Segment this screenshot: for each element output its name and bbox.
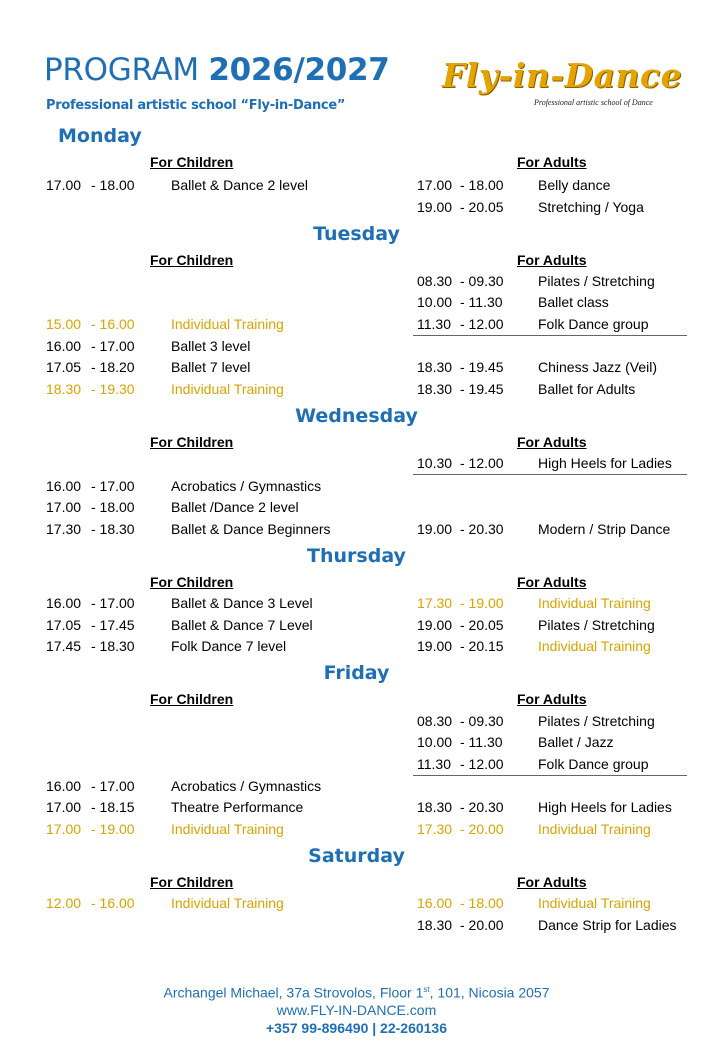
child-class-name: Acrobatics / Gymnastics bbox=[171, 778, 322, 794]
child-start-time: 18.30 bbox=[46, 381, 82, 397]
child-end-time: - 16.00 bbox=[91, 316, 135, 332]
child-start-time: 17.00 bbox=[46, 499, 82, 515]
footer-phone-numbers: +357 99-896490 | 22-260136 bbox=[265, 1020, 448, 1036]
schedule-row bbox=[0, 175, 713, 196]
children-column-header: For Children bbox=[150, 691, 234, 707]
day-heading-wednesday: Wednesday bbox=[295, 405, 418, 427]
address-text-pre: Archangel Michael, 37a Strovolos, Floor 1 bbox=[163, 984, 424, 1001]
adult-start-time: 11.30 bbox=[417, 756, 451, 772]
child-end-time: - 17.00 bbox=[91, 595, 135, 611]
page-subtitle: Professional artistic school “Fly-in-Dance” bbox=[46, 98, 346, 113]
adults-column-header: For Adults bbox=[517, 252, 587, 268]
schedule-row bbox=[0, 197, 713, 218]
adult-class-name: Individual Training bbox=[538, 895, 651, 911]
child-end-time: - 17.45 bbox=[91, 617, 135, 633]
adult-end-time: - 12.00 bbox=[460, 455, 504, 471]
adult-end-time: - 09.30 bbox=[460, 713, 504, 729]
adult-class-name: Individual Training bbox=[538, 638, 651, 654]
adult-start-time: 19.00 bbox=[417, 638, 453, 654]
footer-website-link[interactable]: www.FLY-IN-DANCE.com bbox=[276, 1002, 437, 1018]
schedule-row bbox=[0, 615, 713, 636]
schedule-row bbox=[0, 593, 713, 614]
child-start-time: 16.00 bbox=[46, 778, 82, 794]
child-class-name: Ballet & Dance 7 Level bbox=[171, 617, 313, 633]
school-logo bbox=[438, 56, 688, 111]
schedule-row bbox=[0, 271, 713, 292]
schedule-row bbox=[0, 893, 713, 914]
child-class-name: Individual Training bbox=[171, 821, 284, 837]
adult-start-time: 18.30 bbox=[417, 381, 453, 397]
child-end-time: - 18.00 bbox=[91, 177, 135, 193]
child-class-name: Ballet /Dance 2 level bbox=[171, 499, 299, 515]
adult-class-name: Folk Dance group bbox=[538, 316, 649, 332]
adult-class-name: Ballet for Adults bbox=[538, 381, 636, 397]
child-end-time: - 19.00 bbox=[91, 821, 135, 837]
adults-column-header: For Adults bbox=[517, 691, 587, 707]
children-column-header: For Children bbox=[150, 574, 234, 590]
adult-end-time: - 18.00 bbox=[460, 895, 504, 911]
adults-column-header: For Adults bbox=[517, 434, 587, 450]
child-end-time: - 19.30 bbox=[91, 381, 135, 397]
adult-end-time: - 20.30 bbox=[460, 521, 504, 537]
schedule-row bbox=[0, 776, 713, 797]
adult-end-time: - 12.00 bbox=[460, 756, 504, 772]
child-end-time: - 18.30 bbox=[91, 521, 135, 537]
adult-class-name: Folk Dance group bbox=[538, 756, 649, 772]
schedule-row bbox=[0, 476, 713, 497]
address-superscript: st bbox=[423, 985, 430, 994]
child-start-time: 15.00 bbox=[46, 316, 82, 332]
title-prefix: PROGRAM bbox=[44, 52, 199, 88]
children-column-header: For Children bbox=[150, 874, 234, 890]
schedule-row bbox=[0, 379, 713, 400]
adult-end-time: - 09.30 bbox=[460, 273, 504, 289]
adult-end-time: - 20.05 bbox=[460, 199, 504, 215]
schedule-row bbox=[0, 497, 713, 518]
adult-end-time: - 20.00 bbox=[460, 917, 504, 933]
day-heading-friday: Friday bbox=[323, 662, 390, 684]
adult-class-name: Pilates / Stretching bbox=[538, 713, 655, 729]
schedule-row bbox=[0, 915, 713, 936]
child-class-name: Individual Training bbox=[171, 316, 284, 332]
child-class-name: Acrobatics / Gymnastics bbox=[171, 478, 322, 494]
schedule-row bbox=[0, 754, 713, 775]
adult-class-name: Individual Training bbox=[538, 595, 651, 611]
adult-start-time: 10.30 bbox=[417, 455, 453, 471]
logo-wordmark: Fly-in-Dance bbox=[442, 56, 683, 95]
adult-class-name: Pilates / Stretching bbox=[538, 273, 655, 289]
divider bbox=[413, 474, 687, 475]
child-start-time: 17.45 bbox=[46, 638, 82, 654]
day-heading-tuesday: Tuesday bbox=[313, 223, 400, 245]
day-heading-thursday: Thursday bbox=[307, 545, 406, 567]
schedule-row bbox=[0, 819, 713, 840]
child-end-time: - 18.15 bbox=[91, 799, 135, 815]
adult-start-time: 08.30 bbox=[417, 713, 453, 729]
schedule-row bbox=[0, 314, 713, 335]
child-start-time: 16.00 bbox=[46, 595, 82, 611]
child-class-name: Ballet 7 level bbox=[171, 359, 251, 375]
adult-class-name: High Heels for Ladies bbox=[538, 455, 672, 471]
adult-start-time: 17.30 bbox=[417, 821, 453, 837]
child-end-time: - 17.00 bbox=[91, 478, 135, 494]
adult-start-time: 08.30 bbox=[417, 273, 453, 289]
adult-class-name: Chiness Jazz (Veil) bbox=[538, 359, 658, 375]
adult-start-time: 19.00 bbox=[417, 521, 453, 537]
logo-tagline: Professional artistic school of Dance bbox=[534, 98, 653, 107]
address-text-post: , 101, Nicosia 2057 bbox=[429, 984, 550, 1001]
adult-class-name: Pilates / Stretching bbox=[538, 617, 655, 633]
adult-start-time: 18.30 bbox=[417, 917, 453, 933]
child-class-name: Folk Dance 7 level bbox=[171, 638, 287, 654]
day-heading-monday: Monday bbox=[58, 125, 142, 147]
schedule-row bbox=[0, 336, 713, 357]
adult-end-time: - 20.15 bbox=[460, 638, 504, 654]
adult-end-time: - 18.00 bbox=[460, 177, 504, 193]
adults-column-header: For Adults bbox=[517, 574, 587, 590]
adult-start-time: 18.30 bbox=[417, 799, 453, 815]
adult-end-time: - 19.00 bbox=[460, 595, 504, 611]
child-start-time: 17.05 bbox=[46, 359, 82, 375]
child-start-time: 17.05 bbox=[46, 617, 82, 633]
child-class-name: Theatre Performance bbox=[171, 799, 304, 815]
schedule-row bbox=[0, 357, 713, 378]
child-class-name: Ballet & Dance 3 Level bbox=[171, 595, 313, 611]
child-class-name: Ballet 3 level bbox=[171, 338, 251, 354]
child-end-time: - 18.30 bbox=[91, 638, 135, 654]
child-end-time: - 18.00 bbox=[91, 499, 135, 515]
adult-start-time: 19.00 bbox=[417, 199, 453, 215]
child-start-time: 16.00 bbox=[46, 478, 82, 494]
adult-class-name: Stretching / Yoga bbox=[538, 199, 644, 215]
child-class-name: Individual Training bbox=[171, 381, 284, 397]
schedule-row bbox=[0, 636, 713, 657]
schedule-row bbox=[0, 453, 713, 474]
children-column-header: For Children bbox=[150, 154, 234, 170]
adult-start-time: 17.00 bbox=[417, 177, 453, 193]
child-end-time: - 18.20 bbox=[91, 359, 135, 375]
adult-start-time: 10.00 bbox=[417, 294, 453, 310]
adult-end-time: - 20.30 bbox=[460, 799, 504, 815]
adult-end-time: - 19.45 bbox=[460, 381, 504, 397]
schedule-row bbox=[0, 519, 713, 540]
child-start-time: 17.00 bbox=[46, 177, 82, 193]
child-start-time: 16.00 bbox=[46, 338, 82, 354]
day-heading-saturday: Saturday bbox=[308, 845, 405, 867]
adult-end-time: - 20.00 bbox=[460, 821, 504, 837]
child-start-time: 17.00 bbox=[46, 799, 82, 815]
adult-start-time: 10.00 bbox=[417, 734, 453, 750]
child-start-time: 17.00 bbox=[46, 821, 82, 837]
schedule-row bbox=[0, 292, 713, 313]
adult-start-time: 11.30 bbox=[417, 316, 451, 332]
adults-column-header: For Adults bbox=[517, 874, 587, 890]
adult-start-time: 16.00 bbox=[417, 895, 453, 911]
adult-start-time: 19.00 bbox=[417, 617, 453, 633]
adult-class-name: Modern / Strip Dance bbox=[538, 521, 671, 537]
child-start-time: 17.30 bbox=[46, 521, 82, 537]
adult-end-time: - 12.00 bbox=[460, 316, 504, 332]
children-column-header: For Children bbox=[150, 434, 234, 450]
child-start-time: 12.00 bbox=[46, 895, 82, 911]
child-class-name: Ballet & Dance Beginners bbox=[171, 521, 331, 537]
adult-class-name: Dance Strip for Ladies bbox=[538, 917, 677, 933]
adult-class-name: Ballet / Jazz bbox=[538, 734, 614, 750]
schedule-row bbox=[0, 732, 713, 753]
adult-end-time: - 11.30 bbox=[460, 734, 503, 750]
adult-end-time: - 11.30 bbox=[460, 294, 503, 310]
adult-class-name: High Heels for Ladies bbox=[538, 799, 672, 815]
adult-start-time: 18.30 bbox=[417, 359, 453, 375]
child-end-time: - 16.00 bbox=[91, 895, 135, 911]
title-year: 2026/2027 bbox=[208, 52, 390, 88]
child-class-name: Ballet & Dance 2 level bbox=[171, 177, 308, 193]
adult-class-name: Individual Training bbox=[538, 821, 651, 837]
schedule-row bbox=[0, 711, 713, 732]
children-column-header: For Children bbox=[150, 252, 234, 268]
child-end-time: - 17.00 bbox=[91, 338, 135, 354]
adult-class-name: Belly dance bbox=[538, 177, 611, 193]
schedule-row bbox=[0, 797, 713, 818]
child-end-time: - 17.00 bbox=[91, 778, 135, 794]
page-title bbox=[44, 52, 390, 88]
adult-class-name: Ballet class bbox=[538, 294, 609, 310]
child-class-name: Individual Training bbox=[171, 895, 284, 911]
adult-start-time: 17.30 bbox=[417, 595, 453, 611]
adults-column-header: For Adults bbox=[517, 154, 587, 170]
adult-end-time: - 20.05 bbox=[460, 617, 504, 633]
adult-end-time: - 19.45 bbox=[460, 359, 504, 375]
